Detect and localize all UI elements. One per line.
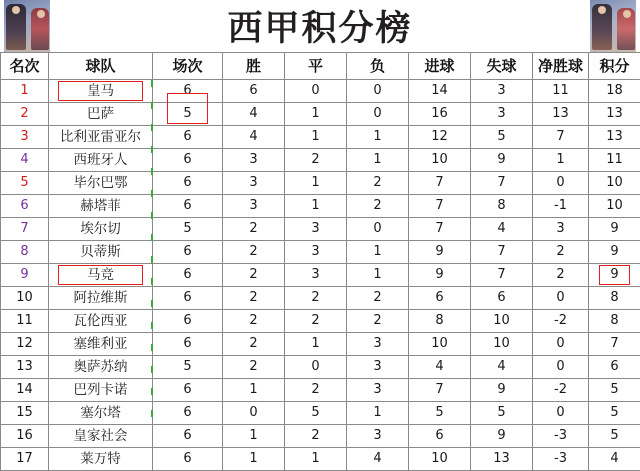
cell-team: 西班牙人	[49, 149, 153, 172]
cell-matches: 5	[153, 356, 223, 379]
cell-rank: 3	[1, 126, 49, 149]
cell-rank: 14	[1, 379, 49, 402]
cell-team: 塞尔塔	[49, 402, 153, 425]
cell-goal-diff: 0	[533, 402, 589, 425]
cell-goals-against: 9	[471, 149, 533, 172]
table-row	[1, 402, 640, 425]
table-header-row	[1, 53, 640, 80]
cell-rank: 6	[1, 195, 49, 218]
cell-goals-against: 10	[471, 310, 533, 333]
cell-team: 瓦伦西亚	[49, 310, 153, 333]
cell-points: 5	[589, 425, 640, 448]
table-row	[1, 425, 640, 448]
table-row	[1, 80, 640, 103]
cell-draws: 3	[285, 241, 347, 264]
cell-losses: 4	[347, 448, 409, 471]
cell-points: 9	[589, 218, 640, 241]
cell-matches: 6	[153, 402, 223, 425]
cell-points: 13	[589, 126, 640, 149]
cell-team: 皇马	[49, 80, 153, 103]
cell-draws: 1	[285, 126, 347, 149]
table-row	[1, 195, 640, 218]
cell-goals-for: 8	[409, 310, 471, 333]
cell-matches: 6	[153, 287, 223, 310]
cell-goal-diff: 0	[533, 356, 589, 379]
cell-losses: 0	[347, 218, 409, 241]
cell-rank: 16	[1, 425, 49, 448]
cell-matches: 6	[153, 333, 223, 356]
cell-goal-diff: 13	[533, 103, 589, 126]
cell-points: 5	[589, 402, 640, 425]
cell-team: 贝蒂斯	[49, 241, 153, 264]
cell-losses: 3	[347, 379, 409, 402]
cell-points: 5	[589, 379, 640, 402]
cell-team: 奥萨苏纳	[49, 356, 153, 379]
table-row	[1, 218, 640, 241]
cell-team: 比利亚雷亚尔	[49, 126, 153, 149]
cell-matches: 6	[153, 241, 223, 264]
cell-draws: 5	[285, 402, 347, 425]
cell-goals-for: 10	[409, 149, 471, 172]
cell-wins: 3	[223, 149, 285, 172]
col-header-wins: 胜	[223, 53, 285, 80]
cell-rank: 1	[1, 80, 49, 103]
cell-goals-against: 5	[471, 126, 533, 149]
col-header-goal-diff: 净胜球	[533, 53, 589, 80]
cell-wins: 2	[223, 356, 285, 379]
cell-draws: 2	[285, 310, 347, 333]
cell-goals-against: 4	[471, 218, 533, 241]
cell-losses: 2	[347, 287, 409, 310]
cell-draws: 0	[285, 80, 347, 103]
cell-rank: 4	[1, 149, 49, 172]
cell-wins: 1	[223, 448, 285, 471]
cell-rank: 8	[1, 241, 49, 264]
cell-wins: 4	[223, 126, 285, 149]
cell-points: 4	[589, 448, 640, 471]
col-header-losses: 负	[347, 53, 409, 80]
cell-matches: 6	[153, 425, 223, 448]
cell-losses: 3	[347, 425, 409, 448]
cell-goal-diff: 0	[533, 172, 589, 195]
cell-matches: 6	[153, 264, 223, 287]
cell-matches: 6	[153, 310, 223, 333]
cell-team: 马竞	[49, 264, 153, 287]
cell-wins: 2	[223, 264, 285, 287]
table-row	[1, 310, 640, 333]
cell-losses: 3	[347, 333, 409, 356]
table-row	[1, 379, 640, 402]
cell-goals-against: 5	[471, 402, 533, 425]
cell-goals-for: 9	[409, 241, 471, 264]
cell-points: 9	[589, 264, 640, 287]
cell-points: 10	[589, 172, 640, 195]
cell-points: 10	[589, 195, 640, 218]
table-row	[1, 172, 640, 195]
cell-losses: 2	[347, 195, 409, 218]
col-header-rank: 名次	[1, 53, 49, 80]
cell-goals-for: 7	[409, 195, 471, 218]
cell-team: 塞维利亚	[49, 333, 153, 356]
cell-losses: 1	[347, 264, 409, 287]
cell-goals-against: 10	[471, 333, 533, 356]
cell-goals-for: 7	[409, 218, 471, 241]
cell-wins: 6	[223, 80, 285, 103]
col-header-goals-against: 失球	[471, 53, 533, 80]
cell-goals-for: 4	[409, 356, 471, 379]
cell-losses: 1	[347, 126, 409, 149]
cell-draws: 1	[285, 172, 347, 195]
table-row	[1, 448, 640, 471]
right-photo-image	[590, 0, 636, 52]
cell-goals-against: 3	[471, 103, 533, 126]
cell-team: 赫塔菲	[49, 195, 153, 218]
cell-goal-diff: -1	[533, 195, 589, 218]
cell-wins: 2	[223, 287, 285, 310]
cell-goals-for: 14	[409, 80, 471, 103]
cell-wins: 2	[223, 333, 285, 356]
cell-rank: 17	[1, 448, 49, 471]
cell-matches: 6	[153, 80, 223, 103]
cell-team: 巴列卡诺	[49, 379, 153, 402]
page-title: 西甲积分榜	[0, 0, 640, 52]
cell-losses: 0	[347, 80, 409, 103]
cell-goals-for: 7	[409, 172, 471, 195]
cell-draws: 3	[285, 218, 347, 241]
cell-points: 8	[589, 310, 640, 333]
col-header-points: 积分	[589, 53, 640, 80]
cell-goals-for: 6	[409, 425, 471, 448]
cell-wins: 4	[223, 103, 285, 126]
cell-team: 巴萨	[49, 103, 153, 126]
cell-draws: 2	[285, 287, 347, 310]
cell-losses: 1	[347, 149, 409, 172]
cell-goal-diff: 1	[533, 149, 589, 172]
cell-goals-against: 6	[471, 287, 533, 310]
col-header-draws: 平	[285, 53, 347, 80]
cell-team: 毕尔巴鄂	[49, 172, 153, 195]
cell-points: 13	[589, 103, 640, 126]
cell-rank: 13	[1, 356, 49, 379]
green-tick-marks	[151, 80, 153, 420]
cell-goal-diff: 3	[533, 218, 589, 241]
cell-goals-against: 7	[471, 264, 533, 287]
cell-losses: 1	[347, 241, 409, 264]
table-row	[1, 287, 640, 310]
cell-goals-against: 7	[471, 241, 533, 264]
cell-goal-diff: 0	[533, 287, 589, 310]
cell-goal-diff: 11	[533, 80, 589, 103]
cell-team: 埃尔切	[49, 218, 153, 241]
cell-wins: 2	[223, 310, 285, 333]
cell-losses: 1	[347, 402, 409, 425]
table-row	[1, 149, 640, 172]
cell-wins: 3	[223, 195, 285, 218]
table-row	[1, 126, 640, 149]
cell-losses: 3	[347, 356, 409, 379]
cell-rank: 7	[1, 218, 49, 241]
col-header-goals-for: 进球	[409, 53, 471, 80]
cell-goals-against: 4	[471, 356, 533, 379]
table-row	[1, 241, 640, 264]
cell-goal-diff: -2	[533, 379, 589, 402]
cell-goals-for: 16	[409, 103, 471, 126]
cell-rank: 10	[1, 287, 49, 310]
cell-goals-for: 12	[409, 126, 471, 149]
cell-losses: 2	[347, 310, 409, 333]
cell-team: 阿拉维斯	[49, 287, 153, 310]
cell-rank: 11	[1, 310, 49, 333]
cell-goals-for: 9	[409, 264, 471, 287]
cell-team: 莱万特	[49, 448, 153, 471]
cell-goal-diff: 2	[533, 241, 589, 264]
cell-team: 皇家社会	[49, 425, 153, 448]
cell-rank: 9	[1, 264, 49, 287]
cell-wins: 2	[223, 241, 285, 264]
cell-matches: 5	[153, 218, 223, 241]
col-header-matches: 场次	[153, 53, 223, 80]
cell-wins: 0	[223, 402, 285, 425]
cell-matches: 6	[153, 379, 223, 402]
cell-rank: 2	[1, 103, 49, 126]
cell-goals-for: 10	[409, 333, 471, 356]
cell-points: 9	[589, 241, 640, 264]
cell-goals-against: 9	[471, 425, 533, 448]
table-row	[1, 264, 640, 287]
cell-draws: 1	[285, 333, 347, 356]
cell-goals-against: 13	[471, 448, 533, 471]
cell-matches: 5	[153, 103, 223, 126]
cell-goals-for: 7	[409, 379, 471, 402]
cell-draws: 2	[285, 425, 347, 448]
col-header-team: 球队	[49, 53, 153, 80]
cell-goals-against: 7	[471, 172, 533, 195]
cell-wins: 1	[223, 379, 285, 402]
standings-table	[0, 52, 640, 471]
cell-points: 6	[589, 356, 640, 379]
cell-draws: 0	[285, 356, 347, 379]
cell-goals-for: 6	[409, 287, 471, 310]
cell-goal-diff: 7	[533, 126, 589, 149]
cell-points: 8	[589, 287, 640, 310]
cell-goal-diff: -2	[533, 310, 589, 333]
table-row	[1, 333, 640, 356]
cell-goal-diff: 2	[533, 264, 589, 287]
cell-draws: 2	[285, 149, 347, 172]
cell-draws: 1	[285, 103, 347, 126]
cell-goal-diff: 0	[533, 333, 589, 356]
table-row	[1, 103, 640, 126]
header-banner	[0, 0, 640, 52]
cell-matches: 6	[153, 149, 223, 172]
cell-points: 7	[589, 333, 640, 356]
cell-points: 11	[589, 149, 640, 172]
cell-matches: 6	[153, 172, 223, 195]
cell-goals-against: 8	[471, 195, 533, 218]
cell-matches: 6	[153, 195, 223, 218]
cell-points: 18	[589, 80, 640, 103]
cell-wins: 3	[223, 172, 285, 195]
table-row	[1, 356, 640, 379]
cell-rank: 12	[1, 333, 49, 356]
cell-draws: 1	[285, 448, 347, 471]
cell-losses: 2	[347, 172, 409, 195]
cell-goals-against: 9	[471, 379, 533, 402]
cell-goals-against: 3	[471, 80, 533, 103]
cell-draws: 3	[285, 264, 347, 287]
cell-goals-for: 5	[409, 402, 471, 425]
cell-losses: 0	[347, 103, 409, 126]
cell-rank: 15	[1, 402, 49, 425]
cell-wins: 2	[223, 218, 285, 241]
cell-draws: 1	[285, 195, 347, 218]
cell-matches: 6	[153, 448, 223, 471]
cell-goal-diff: -3	[533, 425, 589, 448]
cell-matches: 6	[153, 126, 223, 149]
cell-goal-diff: -3	[533, 448, 589, 471]
cell-goals-for: 10	[409, 448, 471, 471]
cell-wins: 1	[223, 425, 285, 448]
cell-draws: 2	[285, 379, 347, 402]
cell-rank: 5	[1, 172, 49, 195]
